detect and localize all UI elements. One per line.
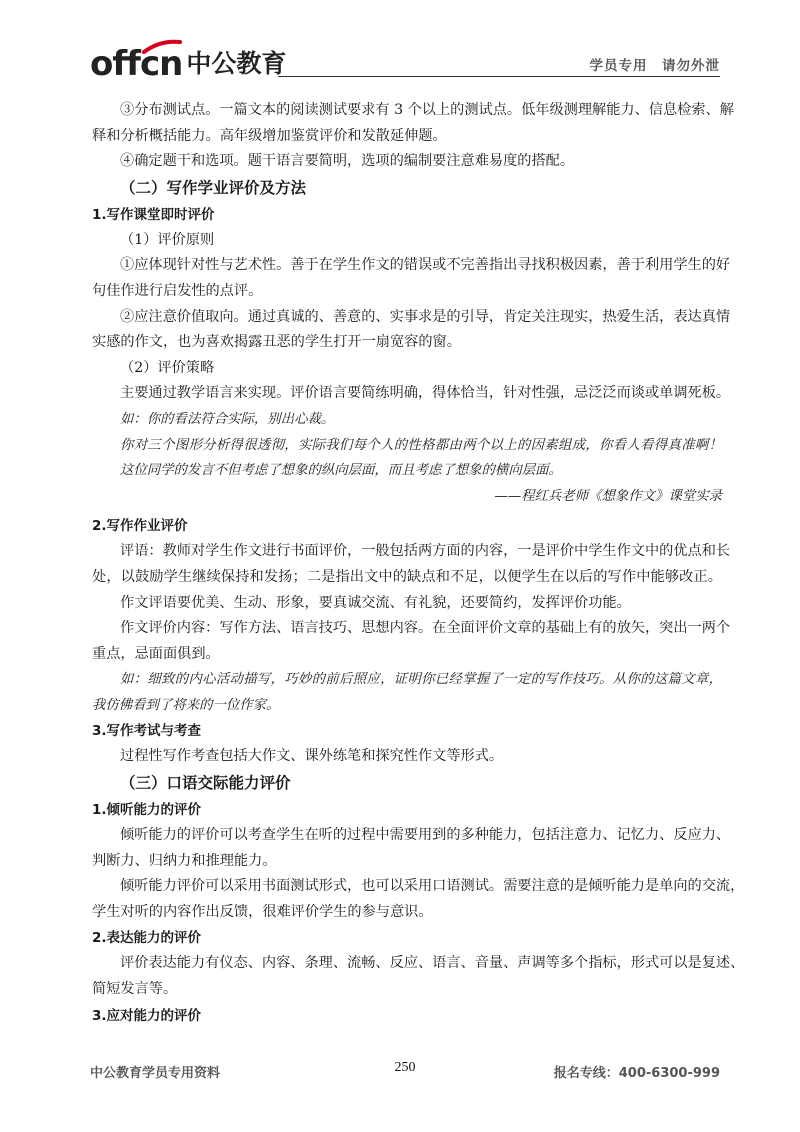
- page-body: [92, 98, 745, 1029]
- sub-label-strategy: （2）评价策略: [120, 359, 215, 376]
- paragraph-line: 句佳作进行启发性的点评。: [92, 282, 263, 299]
- footer-source: 中公教育学员专用资料: [90, 1066, 221, 1081]
- paragraph-line: 倾听能力评价可以采用书面测试形式，也可以采用口语测试。需要注意的是倾听能力是单向的交流，: [120, 878, 745, 895]
- page-number: 250: [394, 1060, 416, 1075]
- subheading-writing-classroom: 1.写作课堂即时评价: [92, 206, 215, 223]
- example-attribution: ——程红兵老师《想象作文》课堂实录: [494, 488, 722, 504]
- paragraph-line: 评语：教师对学生作文进行书面评价，一般包括两方面的内容，一是评价中学生作文中的优点和长: [120, 543, 731, 560]
- paragraph-line: 重点，忌面面俱到。: [92, 645, 220, 662]
- example-line: 如：你的看法符合实际，别出心裁。: [120, 411, 335, 427]
- paragraph-line: 简短发言等。: [92, 981, 178, 998]
- example-line: 这位同学的发言不但考虑了想象的纵向层面，而且考虑了想象的横向层面。: [120, 463, 562, 479]
- paragraph-line: ①应体现针对性与艺术性。善于在学生作文的错误或不完善指出寻找积极因素，善于利用学生的好: [120, 257, 731, 274]
- example-line: 你对三个图形分析得很透彻，实际我们每个人的性格都由两个以上的因素组成，你看人看得真准啊！: [120, 437, 722, 453]
- paragraph-line: 实感的作文，也为喜欢揭露丑恶的学生打开一扇宽容的窗。: [92, 334, 461, 351]
- page-footer: [90, 1062, 720, 1086]
- logo-text-cn: 中公教育: [186, 49, 287, 78]
- paragraph-line: 作文评语要优美、生动、形象，要真诚交流、有礼貌，还要简约，发挥评价功能。: [120, 594, 631, 611]
- paragraph-line: 处，以鼓励学生继续保持和发扬；二是指出文中的缺点和不足，以便学生在以后的写作中能够改正。: [92, 568, 722, 585]
- confidential-tag: 学员专用 请勿外泄: [589, 58, 720, 74]
- paragraph-line: 过程性写作考查包括大作文、课外练笔和探究性作文等形式。: [120, 748, 504, 765]
- paragraph-line: 释和分析概括能力。高年级增加鉴赏评价和发散延伸题。: [92, 127, 447, 144]
- paragraph-line: 倾听能力的评价可以考查学生在听的过程中需要用到的多种能力，包括注意力、记忆力、反应力、: [120, 827, 731, 844]
- paragraph-line: ④确定题干和选项。题干语言要简明，选项的编制要注意难易度的搭配。: [120, 153, 575, 170]
- header-rule: [278, 76, 720, 77]
- paragraph-line: ③分布测试点。一篇文本的阅读测试要求有 3 个以上的测试点。低年级测理解能力、信息检索、解: [120, 102, 734, 118]
- subheading-response: 3.应对能力的评价: [92, 1007, 202, 1024]
- subheading-writing-exam: 3.写作考试与考查: [92, 723, 202, 740]
- logo-text-en: offcn: [90, 44, 183, 84]
- example-line: 如：细致的内心活动描写，巧妙的前后照应，证明你已经掌握了一定的写作技巧。从你的这篇文章，: [120, 672, 722, 688]
- offcn-logo: [90, 36, 286, 84]
- subheading-listening: 1.倾听能力的评价: [92, 802, 202, 819]
- page-header: [90, 36, 720, 84]
- paragraph-line: 主要通过教学语言来实现。评价语言要简练明确，得体恰当，针对性强，忌泛泛而谈或单调死板。: [120, 385, 731, 402]
- logo-swoosh-icon: [142, 38, 182, 54]
- sub-label-principle: （1）评价原则: [120, 231, 215, 248]
- paragraph-line: 作文评价内容：写作方法、语言技巧、思想内容。在全面评价文章的基础上有的放矢，突出一两个: [120, 620, 731, 637]
- footer-hotline: 报名专线：400-6300-999: [553, 1066, 720, 1081]
- paragraph-line: ②应注意价值取向。通过真诚的、善意的、实事求是的引导，肯定关注现实，热爱生活，表达真情: [120, 308, 731, 325]
- section-heading-oral: （三）口语交际能力评价: [120, 774, 291, 793]
- example-line: 我仿佛看到了将来的一位作家。: [92, 697, 280, 713]
- paragraph-line: 学生对听的内容作出反馈，很难评价学生的参与意识。: [92, 903, 433, 920]
- subheading-expression: 2.表达能力的评价: [92, 930, 202, 947]
- paragraph-line: 评价表达能力有仪态、内容、条理、流畅、反应、语言、音量、声调等多个指标，形式可以是复述、: [120, 955, 745, 972]
- paragraph-line: 判断力、归纳力和推理能力。: [92, 852, 277, 869]
- section-heading-writing: （二）写作学业评价及方法: [120, 178, 307, 197]
- subheading-writing-homework: 2.写作作业评价: [92, 518, 188, 535]
